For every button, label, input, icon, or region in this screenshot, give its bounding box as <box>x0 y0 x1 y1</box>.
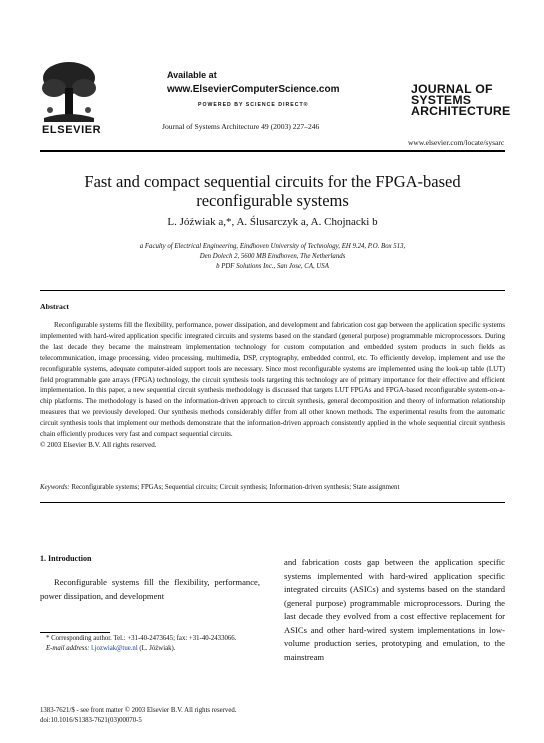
journal-name-line: JOURNAL OF <box>411 82 493 96</box>
affiliation-a-line2: Den Dolech 2, 5600 MB Eindhoven, The Netherlands <box>199 253 346 260</box>
email-suffix: (L. Jóźwiak). <box>139 645 176 652</box>
footnote <box>40 634 260 654</box>
journal-name <box>411 84 510 117</box>
keywords-list: Reconfigurable systems; FPGAs; Sequential circuits; Circuit synthesis; Information-driven synthesis; State assignment <box>71 484 400 491</box>
abstract-divider <box>40 290 505 291</box>
keywords-divider <box>40 502 505 503</box>
issn-line: 1383-7621/$ - see front matter © 2003 Elsevier B.V. All rights reserved. <box>40 707 237 714</box>
title-line: Fast and compact sequential circuits for the FPGA-based <box>84 172 461 191</box>
article-title <box>40 172 505 210</box>
page-footer <box>40 706 236 726</box>
corresponding-author-note: * Corresponding author. Tel.: +31-40-2473645; fax: +31-40-2433066. <box>46 635 237 642</box>
abstract-copyright: © 2003 Elsevier B.V. All rights reserved. <box>40 440 157 449</box>
doi-line: doi:10.1016/S1383-7621(03)00070-5 <box>40 717 142 724</box>
email-link[interactable]: l.jozwiak@tue.nl <box>91 645 138 652</box>
footnote-divider <box>40 632 110 633</box>
section-heading: 1. Introduction <box>40 554 92 563</box>
keywords <box>40 484 505 491</box>
elsevier-tree-logo <box>40 60 98 124</box>
publisher-name: ELSEVIER <box>42 124 102 136</box>
abstract-heading: Abstract <box>40 302 70 311</box>
abstract-paragraph: Reconfigurable systems fill the flexibility, performance, power dissipation, and development and fabrication cost gap between the application specific systems implemented with hard-wired application specific integrated circuits and systems based on the standard (general purpose) programmable microprocessors. During the last decade they became the mainstream implementation technology for custom computation and embedded system products in such fields as telecommunication, image processing, video processing, multimedia, DSP, cryptography, embedded control, etc. To efficiently develop, implement and use the reconfigurable systems, adequate computer-aided support tools are necessary. Since most reconfigurable systems are implemented using the look-up table (LUT) field programmable gate arrays (FPGA) technology, the circuit synthesis tools targeting this technology are of primary importance for their effective and efficient implementation. In this paper, a new sequential circuit synthesis methodology is discussed that targets LUT FPGAs and FPGA-based reconfigurable system-on-a-chip platforms. The methodology is based on the information-driven approach to circuit synthesis, general decomposition and theory of information relationship measures that we previously developed. Our synthesis methods considerably differ from all other known methods. The experimental results from the automatic circuit synthesis tools that implement our methods demonstrate that the information-driven approach consistently applied in the whole sequential circuit synthesis chain efficiently produces very fast and compact sequential circuits. <box>40 321 505 439</box>
intro-right-column: and fabrication costs gap between the application specific systems implemented with hard-wired application specific integrated circuits (ASICs) and systems based on the standard (general purpose) programmable microprocessors. During the last decade they evolved from a cost effective replacement for ASICs and other hard-wired system implementations in low-volume production series, prototyping and emulation, to the mainstream <box>284 557 505 662</box>
journal-reference: Journal of Systems Architecture 49 (2003) 227–246 <box>162 122 320 131</box>
affiliation-b: b PDF Solutions Inc., San Jose, CA, USA <box>216 263 329 270</box>
journal-url-link[interactable]: www.elsevier.com/locate/sysarc <box>408 138 505 147</box>
site-link[interactable]: www.ElsevierComputerScience.com <box>167 84 340 95</box>
affiliations <box>60 242 485 272</box>
email-line <box>40 644 260 654</box>
powered-by-sciencedirect: POWERED BY SCIENCE DIRECT® <box>198 102 309 108</box>
authors: L. Jóźwiak a,*, A. Ślusarczyk a, A. Chojnacki b <box>167 216 378 228</box>
intro-left-column: Reconfigurable systems fill the flexibility, performance, power dissipation, and development <box>40 577 260 601</box>
email-label: E-mail address: <box>46 645 90 652</box>
keywords-label: Keywords: <box>40 484 70 491</box>
available-at-label: Available at <box>167 70 217 80</box>
abstract-body <box>40 320 505 451</box>
header-divider <box>40 150 505 152</box>
journal-name-line: ARCHITECTURE <box>411 104 511 118</box>
journal-name-line: SYSTEMS <box>411 93 472 107</box>
title-line: reconfigurable systems <box>196 191 349 210</box>
affiliation-a-line1: a Faculty of Electrical Engineering, Eindhoven University of Technology, EH 9.24, P.O. Box 513, <box>139 243 406 250</box>
